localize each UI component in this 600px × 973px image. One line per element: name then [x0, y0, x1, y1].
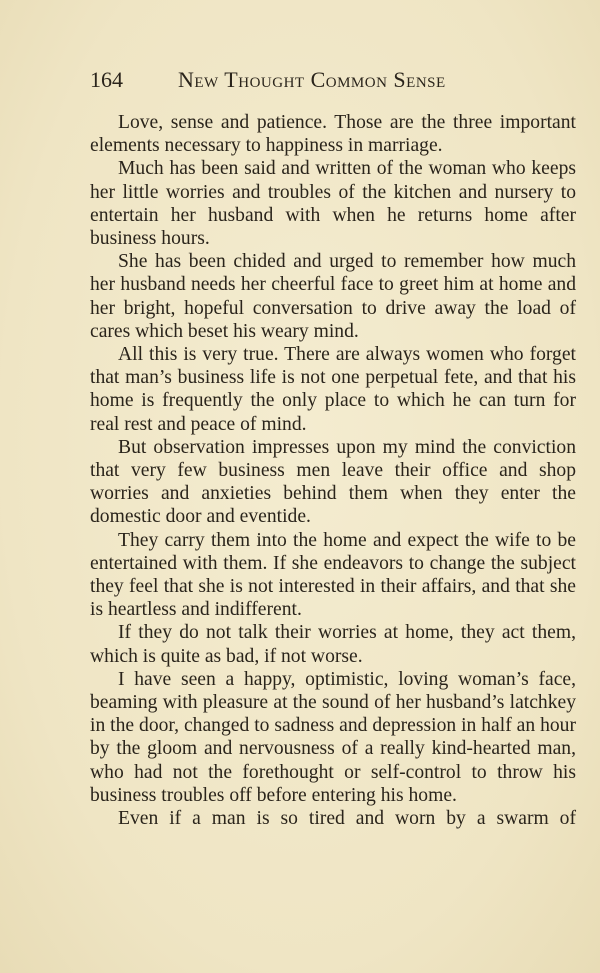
paragraph: But observation impresses upon my mind the conviction that very few business men leave their office and shop worries and anxieties behind them when they enter the domestic door and eventide. [90, 436, 576, 528]
paragraph: I have seen a happy, optimistic, loving woman’s face, beaming with pleasure at the sound of her husband’s latchkey in the door, changed to sadness and depression in half an hour by the gloom and nervousness of a really kind-hearted man, who had not the forethought or self-control to throw his business troubles off before entering his home. [90, 668, 576, 806]
paragraph: They carry them into the home and expect the wife to be entertained with them. If she endeavors to change the subject they feel that she is not interested in their affairs, and that she is heartless and indifferent. [90, 529, 576, 621]
running-head: New Thought Common Sense [178, 67, 446, 92]
paragraph: Much has been said and written of the woman who keeps her little worries and troubles of the kitchen and nursery to entertain her husband with when he returns home after business hours. [90, 158, 576, 250]
paragraph: If they do not talk their worries at home, they act them, which is quite as bad, if not worse. [90, 622, 576, 667]
page-header [90, 64, 520, 96]
page-number: 164 [90, 67, 123, 92]
body-text [90, 111, 576, 830]
paragraph: All this is very true. There are always women who forget that man’s business life is not one perpetual fete, and that his home is frequently the only place to which he can turn for real rest and peace of mind. [90, 344, 576, 435]
paragraph: She has been chided and urged to remember how much her husband needs her cheerful face to greet him at home and her bright, hopeful conversation to drive away the load of cares which beset his weary mind. [90, 251, 576, 342]
paragraph: Love, sense and patience. Those are the three important elements necessary to happiness in marriage. [90, 112, 576, 157]
paragraph: Even if a man is so tired and worn by a swarm of [118, 808, 576, 830]
